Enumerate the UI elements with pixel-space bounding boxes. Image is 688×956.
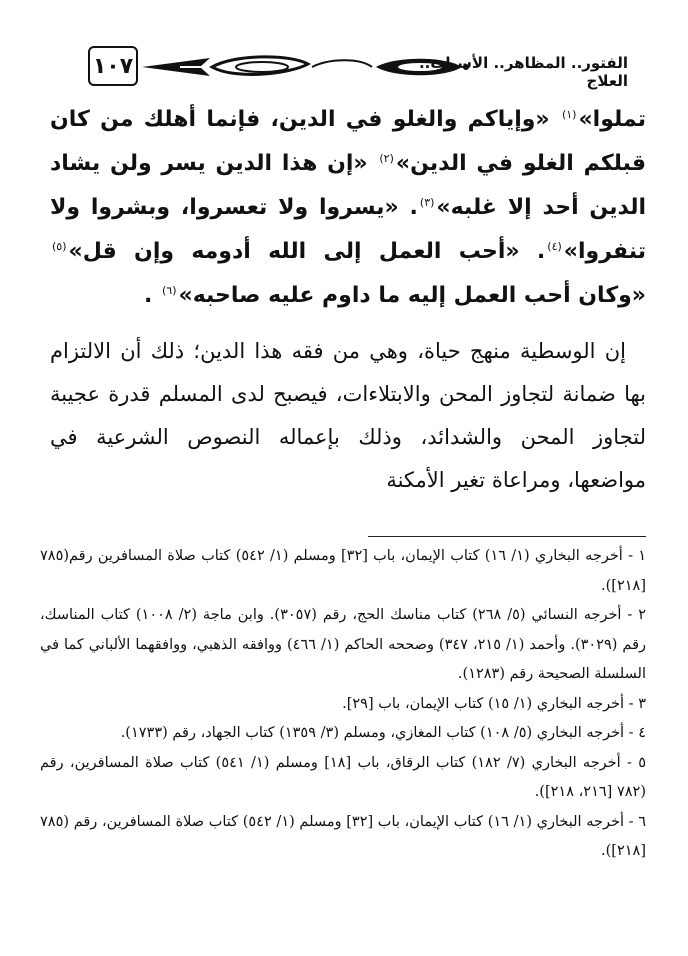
page-number: ١٠٧ — [88, 46, 138, 86]
hadith-text-1: تملوا» — [578, 107, 646, 132]
hadith-text-4: . «يسروا ولا تعسروا، وبشروا ولا تنفروا» — [50, 195, 646, 264]
main-text — [50, 98, 646, 502]
footnotes — [40, 542, 646, 867]
footnote-ref-3: (٣) — [419, 195, 435, 209]
hadith-text-5: . «أحب العمل إلى الله أدومه وإن قل» — [68, 239, 546, 264]
footnote-2: ٢ - أخرجه النسائي (٥/ ٢٦٨) كتاب مناسك الحج، رقم (٣٠٥٧). وابن ماجة (٢/ ١٠٠٨) كتاب المناسك، رقم (٣٠٢٩). وأحمد (١/ ٢١٥، ٣٤٧) وصححه الحاكم (١/ ٤٦٦) ووافقه الذهبي، ووافقهما الألباني كما في السلسلة الصحيحة رقم (١٢٨٣). — [40, 607, 647, 682]
body-paragraph: إن الوسطية منهج حياة، وهي من فقه هذا الدين؛ ذلك أن الالتزام بها ضمانة لتجاوز المحن والابتلاءات، فيصبح لدى المسلم قدرة عجيبة لتجاوز المحن والشدائد، وذلك بإعماله النصوص الشرعية في مواضعها، ومراعاة تغير الأمكنة — [50, 339, 646, 492]
hadith-text-7: . — [143, 283, 160, 308]
footnote-3: ٣ - أخرجه البخاري (١/ ١٥) كتاب الإيمان، باب [٢٩]. — [342, 695, 646, 712]
hadith-text-6: «وكان أحب العمل إليه ما داوم عليه صاحبه» — [178, 283, 646, 308]
footnote-ref-4: (٤) — [547, 239, 562, 253]
footnote-ref-1: (١) — [561, 107, 577, 121]
running-title: الفتور.. المظاهر.. الأسباب.. العلاج — [418, 54, 628, 90]
footnote-ref-2: (٢) — [379, 151, 394, 165]
footnote-4: ٤ - أخرجه البخاري (٥/ ١٠٨) كتاب المغازي، ومسلم (٣/ ١٣٥٩) كتاب الجهاد، رقم (١٧٣٣). — [120, 725, 646, 741]
hadith-text-3: «إن هذا الدين يسر ولن يشاد الدين أحد إلا غلبه» — [50, 151, 647, 220]
footnote-ref-5: (٥) — [52, 239, 67, 253]
footnote-ref-6: (٦) — [161, 283, 177, 297]
footnote-1: ١ - أخرجه البخاري (١/ ١٦) كتاب الإيمان، باب [٣٢] ومسلم (١/ ٥٤٢) كتاب صلاة المسافرين رقم(٧٨٥ [٢١٨]). — [40, 548, 647, 594]
footnote-6: ٦ - أخرجه البخاري (١/ ١٦) كتاب الإيمان، باب [٣٢] ومسلم (١/ ٥٤٢) كتاب صلاة المسافرين، رقم (٧٨٥ [٢١٨]). — [40, 813, 647, 859]
footnote-divider — [368, 536, 646, 537]
page-header — [88, 46, 628, 90]
hadith-paragraph — [50, 98, 646, 318]
hadith-text-2: «وإياكم والغلو في الدين، فإنما أهلك من كان قبلكم الغلو في الدين» — [50, 107, 646, 176]
footnote-5: ٥ - أخرجه البخاري (٧/ ١٨٢) كتاب الرقاق، باب [١٨] ومسلم (١/ ٥٤١) كتاب صلاة المسافرين، رقم (٧٨٢ [٢١٦، ٢١٨]). — [40, 754, 647, 800]
